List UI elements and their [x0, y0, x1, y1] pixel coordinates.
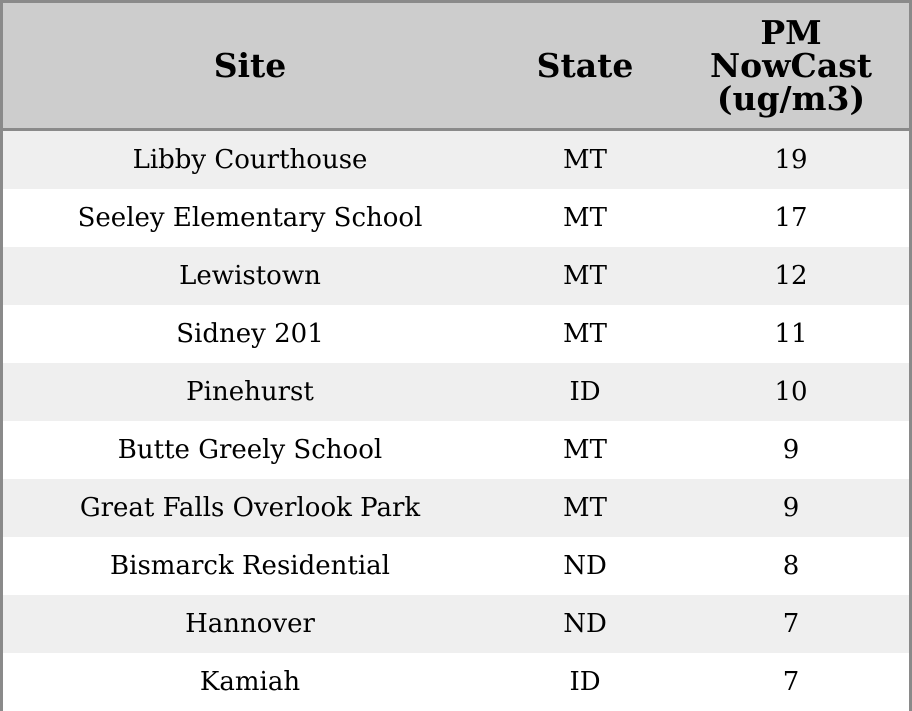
cell-state: MT: [497, 189, 673, 247]
cell-site: Great Falls Overlook Park: [3, 479, 497, 537]
cell-site: Lewistown: [3, 247, 497, 305]
cell-state: MT: [497, 130, 673, 190]
cell-pm-value: 8: [673, 537, 909, 595]
header-pm-line-1: PM: [760, 13, 822, 52]
header-site: Site: [3, 3, 497, 130]
cell-pm-value: 12: [673, 247, 909, 305]
cell-state: ND: [497, 595, 673, 653]
table-row: [3, 305, 909, 363]
table-body: [3, 130, 909, 711]
cell-state: ID: [497, 653, 673, 711]
cell-pm-value: 10: [673, 363, 909, 421]
cell-pm-value: 7: [673, 595, 909, 653]
header-pm-line-2: NowCast: [709, 46, 873, 85]
header-state: State: [497, 3, 673, 130]
cell-state: MT: [497, 421, 673, 479]
table-row: [3, 130, 909, 190]
header-row: [3, 3, 909, 130]
cell-pm-value: 17: [673, 189, 909, 247]
table-row: [3, 479, 909, 537]
cell-state: MT: [497, 479, 673, 537]
table-header: [3, 3, 909, 130]
cell-pm-value: 9: [673, 421, 909, 479]
table-row: [3, 537, 909, 595]
header-pm-nowcast: [673, 3, 909, 130]
cell-pm-value: 9: [673, 479, 909, 537]
cell-state: MT: [497, 305, 673, 363]
header-pm-line-3: (ug/m3): [716, 79, 866, 118]
cell-state: MT: [497, 247, 673, 305]
table-row: [3, 363, 909, 421]
cell-pm-value: 11: [673, 305, 909, 363]
table-row: [3, 247, 909, 305]
cell-site: Sidney 201: [3, 305, 497, 363]
cell-pm-value: 19: [673, 130, 909, 190]
cell-pm-value: 7: [673, 653, 909, 711]
cell-site: Bismarck Residential: [3, 537, 497, 595]
cell-site: Pinehurst: [3, 363, 497, 421]
table-row: [3, 653, 909, 711]
cell-site: Kamiah: [3, 653, 497, 711]
table-row: [3, 595, 909, 653]
cell-site: Hannover: [3, 595, 497, 653]
cell-state: ND: [497, 537, 673, 595]
table-row: [3, 189, 909, 247]
cell-site: Libby Courthouse: [3, 130, 497, 190]
pm-nowcast-table: [3, 3, 909, 711]
cell-site: Butte Greely School: [3, 421, 497, 479]
cell-site: Seeley Elementary School: [3, 189, 497, 247]
table-row: [3, 421, 909, 479]
cell-state: ID: [497, 363, 673, 421]
